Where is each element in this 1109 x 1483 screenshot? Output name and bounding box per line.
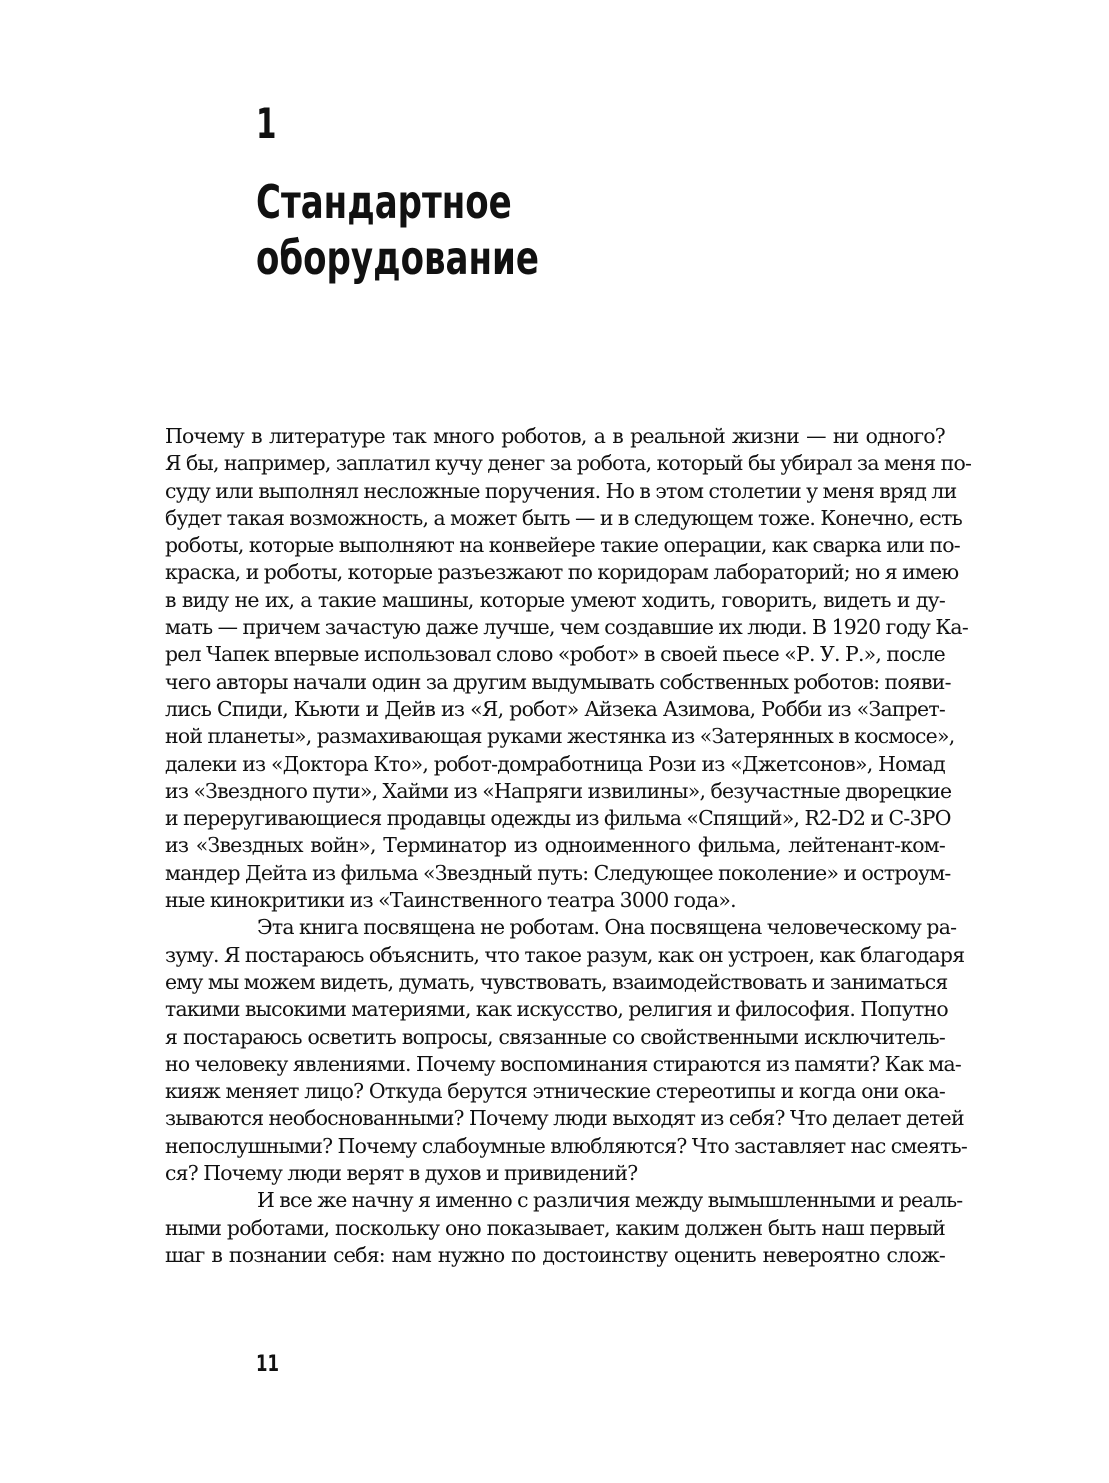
body-text — [165, 423, 972, 1269]
chapter-title-line: Стандартное — [256, 175, 512, 229]
text-line: Я бы, например, заплатил кучу денег за робота, который бы убирал за меня по- — [165, 451, 972, 476]
text-line: непослушными? Почему слабоумные влюбляются? Что заставляет нас смеять- — [165, 1133, 967, 1158]
text-line: будет такая возможность, а может быть — и в следующем тоже. Конечно, есть — [165, 505, 962, 530]
text-line: из «Звездного пути», Хайми из «Напряги извилины», безучастные дворецкие — [165, 778, 952, 803]
text-line: мандер Дейта из фильма «Звездный путь: Следующее поколение» и остроум- — [165, 860, 951, 885]
text-line: ему мы можем видеть, думать, чувствовать, взаимодействовать и заниматься — [165, 969, 948, 994]
text-line: роботы, которые выполняют на конвейере такие операции, как сварка или по- — [165, 533, 960, 558]
text-line: но человеку явлениями. Почему воспоминания стираются из памяти? Как ма- — [165, 1051, 961, 1076]
text-line: такими высокими материями, как искусство, религия и философия. Попутно — [165, 997, 948, 1022]
text-line: и переругивающиеся продавцы одежды из фильма «Спящий», R2-D2 и C-3PO — [165, 806, 951, 831]
text-line: ными роботами, поскольку оно показывает, каким должен быть наш первый — [165, 1215, 945, 1240]
chapter-title — [256, 174, 539, 286]
text-line: далеки из «Доктора Кто», робот-домработница Рози из «Джетсонов», Номад — [165, 751, 945, 776]
paragraph-3 — [165, 1187, 963, 1269]
text-line: зуму. Я постараюсь объяснить, что такое разум, как он устроен, как благодаря — [165, 942, 965, 967]
text-line: Почему в литературе так много роботов, а в реальной жизни — ни одного? — [165, 424, 945, 448]
text-line: И все же начну я именно с различия между вымышленными и реаль- — [257, 1188, 963, 1213]
text-line: суду или выполнял несложные поручения. Но в этом столетии у меня вряд ли — [165, 478, 957, 503]
text-line: в виду не их, а такие машины, которые умеют ходить, говорить, видеть и ду- — [165, 587, 945, 612]
text-line: из «Звездных войн», Терминатор из одноименного фильма, лейтенант-ком- — [165, 833, 945, 858]
text-line: ся? Почему люди верят в духов и привидений? — [165, 1161, 638, 1186]
text-line: рел Чапек впервые использовал слово «робот» в своей пьесе «Р. У. Р.», после — [165, 642, 945, 667]
text-line: лись Спиди, Кьюти и Дейв из «Я, робот» Айзека Азимова, Робби из «Запрет- — [165, 696, 945, 721]
text-line: мать — причем зачастую даже лучше, чем создавшие их люди. В 1920 году Ка- — [165, 615, 968, 640]
text-line: краска, и роботы, которые разъезжают по коридорам лабораторий; но я имею — [165, 560, 959, 585]
text-line: чего авторы начали один за другим выдумывать собственных роботов: появи- — [165, 669, 951, 694]
page-number: 11 — [256, 1352, 279, 1377]
text-line: я постараюсь осветить вопросы, связанные со свойственными исключитель- — [165, 1024, 945, 1049]
chapter-number: 1 — [256, 99, 277, 148]
paragraph-2 — [165, 914, 967, 1187]
text-line: Эта книга посвящена не роботам. Она посвящена человеческому ра- — [257, 915, 957, 940]
text-line: ные кинокритики из «Таинственного театра 3000 года». — [165, 888, 736, 913]
text-line: ной планеты», размахивающая руками жестянка из «Затерянных в космосе», — [165, 724, 955, 749]
paragraph-1 — [165, 423, 972, 914]
text-line: шаг в познании себя: нам нужно по достоинству оценить невероятно слож- — [165, 1242, 945, 1267]
chapter-title-line: оборудование — [256, 231, 539, 285]
text-line: кияж меняет лицо? Откуда берутся этнические стереотипы и когда они ока- — [165, 1079, 945, 1104]
text-line: зываются необоснованными? Почему люди выходят из себя? Что делает детей — [165, 1106, 964, 1131]
